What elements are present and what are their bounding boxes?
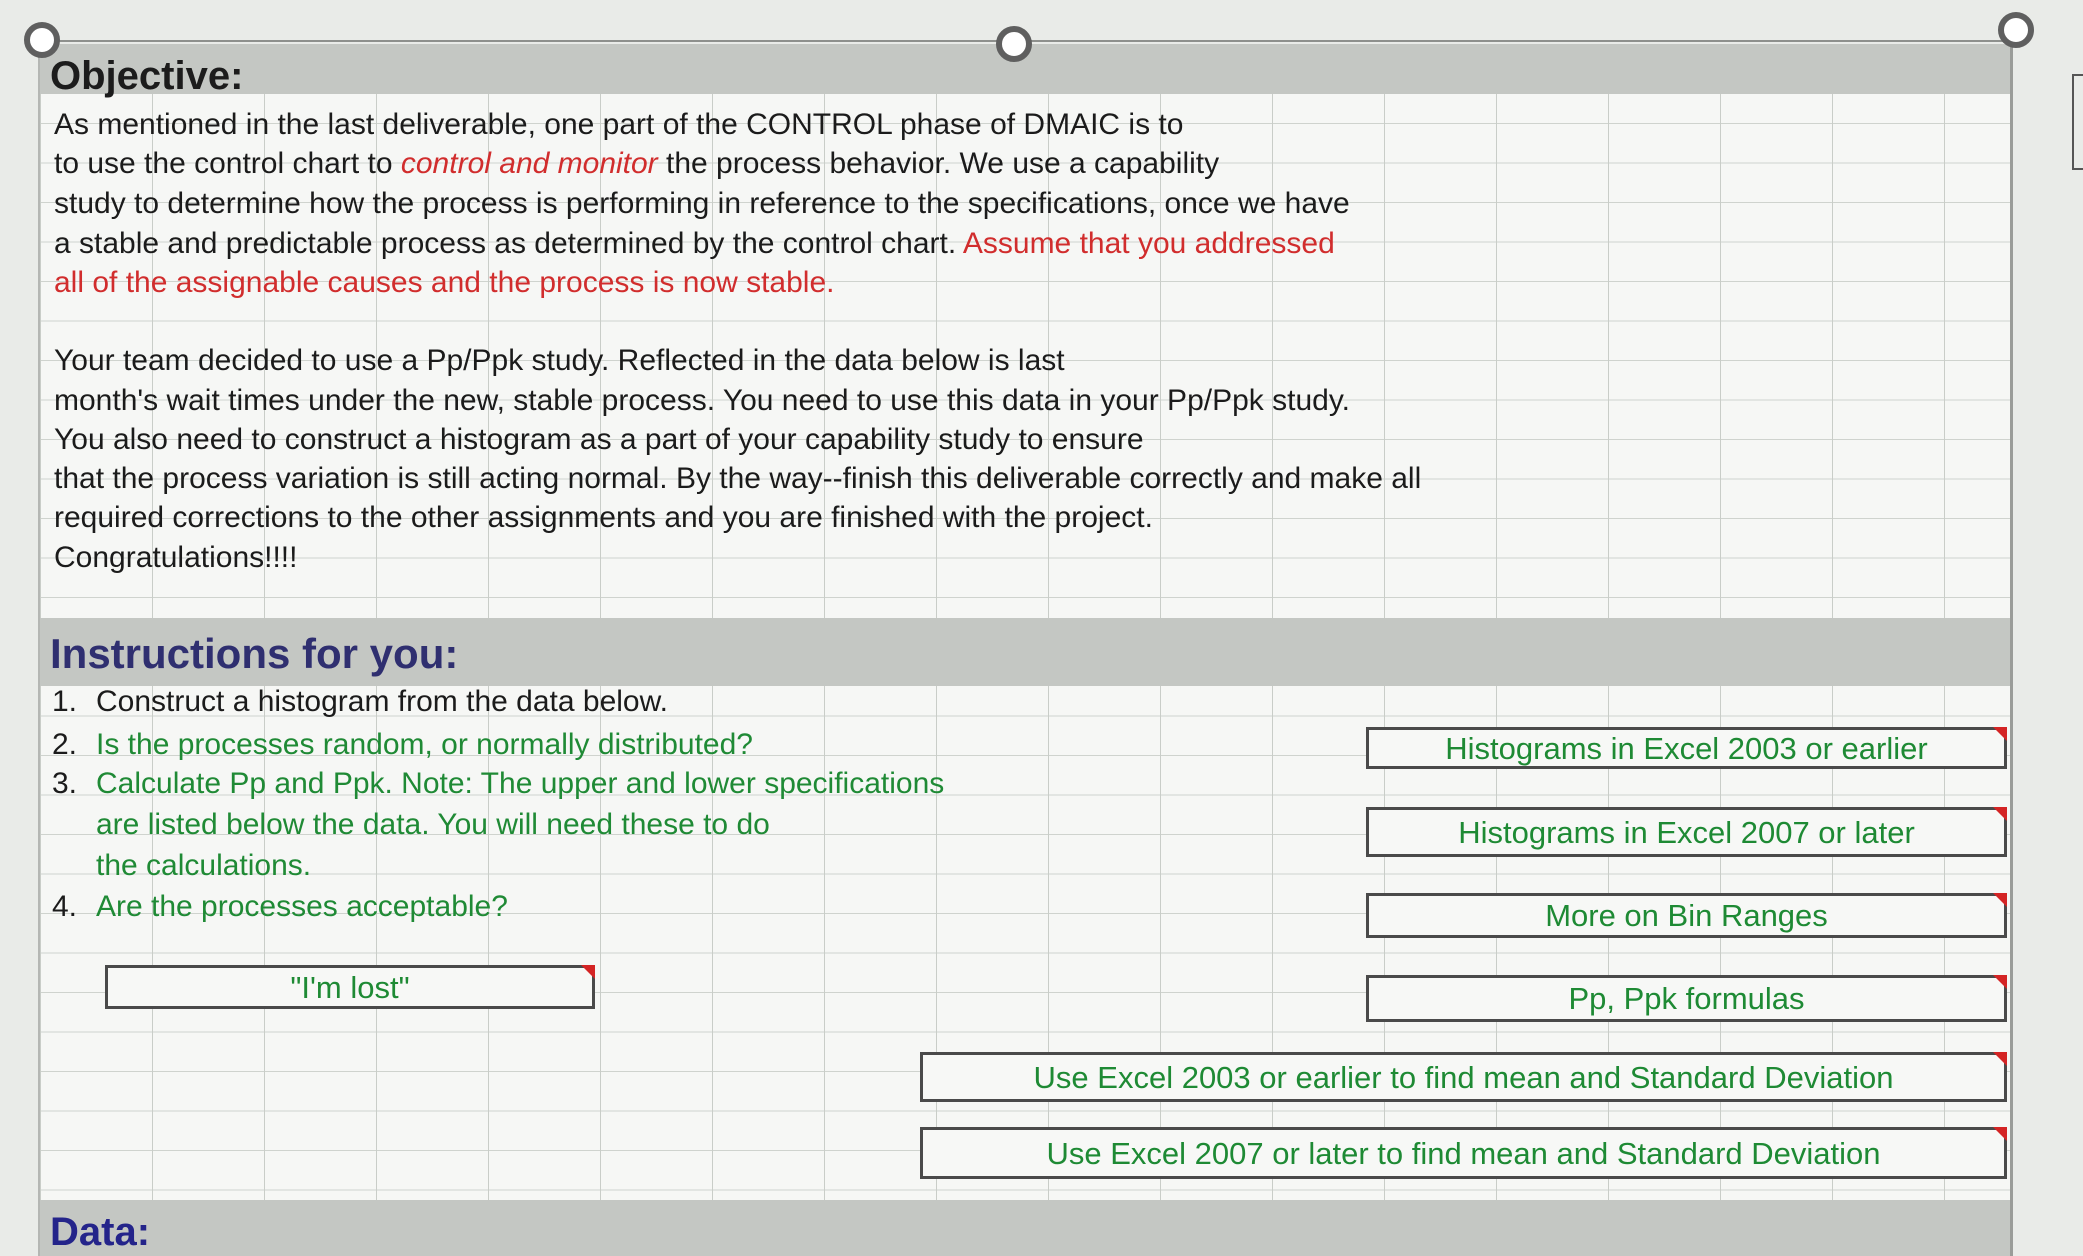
objective-para1-line5: all of the assignable causes and the process is now stable. [54,266,835,299]
data-header-band [40,1200,2010,1256]
step-3-text-line3: the calculations. [96,849,312,882]
pp-ppk-formulas-button[interactable]: Pp, Ppk formulas [1366,975,2007,1022]
step-3-text-line2: are listed below the data. You will need these to do [96,808,770,841]
objective-para2-line4: that the process variation is still acting normal. By the way--finish this deliverable correctly and make all [54,462,1422,495]
objective-para1-line2: to use the control chart to control and monitor the process behavior. We use a capability [54,147,1220,180]
control-and-monitor-text: control and monitor [400,147,658,180]
selection-frame-top-edge [46,40,2021,42]
step-4-text: Are the processes acceptable? [96,890,508,923]
edge-bracket-icon [2072,74,2083,170]
objective-para2-line5: required corrections to the other assignments and you are finished with the project. [54,501,1153,534]
objective-heading: Objective: [50,54,244,98]
objective-para2-line1: Your team decided to use a Pp/Ppk study. Reflected in the data below is last [54,344,1065,377]
resize-handle-right[interactable] [1998,12,2034,48]
assume-addressed-text: Assume that you addressed [962,227,1335,260]
objective-para2-line6: Congratulations!!!! [54,541,298,574]
step-4-number: 4. [52,890,78,923]
mean-stdev-excel-2003-button[interactable]: Use Excel 2003 or earlier to find mean and Standard Deviation [920,1052,2007,1102]
mean-stdev-excel-2007-button[interactable]: Use Excel 2007 or later to find mean and Standard Deviation [920,1127,2007,1179]
step-1-text: Construct a histogram from the data below. [96,685,668,718]
bin-ranges-button[interactable]: More on Bin Ranges [1366,893,2007,938]
step-1-number: 1. [52,685,78,718]
objective-para1-line4: a stable and predictable process as determined by the control chart. Assume that you addressed [54,227,1335,260]
step-3-number: 3. [52,767,78,800]
step-2-text: Is the processes random, or normally distributed? [96,728,753,761]
step-3-text-line1: Calculate Pp and Ppk. Note: The upper and lower specifications [96,767,945,800]
histograms-excel-2003-button[interactable]: Histograms in Excel 2003 or earlier [1366,727,2007,769]
resize-handle-middle[interactable] [996,26,1032,62]
sheet-left-edge [38,44,40,1256]
data-heading: Data: [50,1210,151,1254]
objective-para2-line2: month's wait times under the new, stable process. You need to use this data in your Pp/Ppk study. [54,384,1350,417]
objective-para1-line3: study to determine how the process is performing in reference to the specifications, once we have [54,187,1350,220]
objective-para1-line1: As mentioned in the last deliverable, one part of the CONTROL phase of DMAIC is to [54,108,1184,141]
sheet-right-edge [2010,44,2013,1256]
instructions-heading: Instructions for you: [50,630,459,677]
objective-para2-line3: You also need to construct a histogram as a part of your capability study to ensure [54,423,1144,456]
step-2-number: 2. [52,728,78,761]
im-lost-button[interactable]: "I'm lost" [105,965,595,1009]
histograms-excel-2007-button[interactable]: Histograms in Excel 2007 or later [1366,807,2007,857]
